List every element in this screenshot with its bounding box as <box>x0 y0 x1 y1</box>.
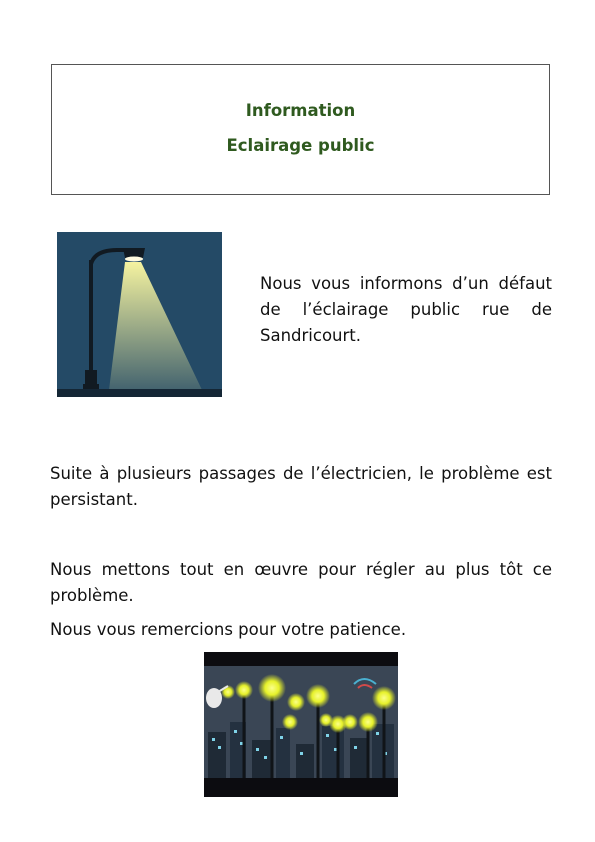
paragraph-efforts: Nous mettons tout en œuvre pour régler au plus tôt ce problème. <box>50 560 552 605</box>
page-subtitle: Eclairage public <box>226 136 375 155</box>
city-night-lamps-image <box>204 652 398 797</box>
title-box <box>51 64 550 195</box>
street-lamp-icon <box>57 232 222 397</box>
paragraph-thanks: Nous vous remercions pour votre patience. <box>50 620 407 639</box>
intro-text: Nous vous informons d’un défaut de l’éclairage public rue de Sandricourt. <box>260 274 552 345</box>
paragraph-electrician: Suite à plusieurs passages de l’électricien, le problème est persistant. <box>50 464 552 509</box>
page-title: Information <box>245 101 356 120</box>
